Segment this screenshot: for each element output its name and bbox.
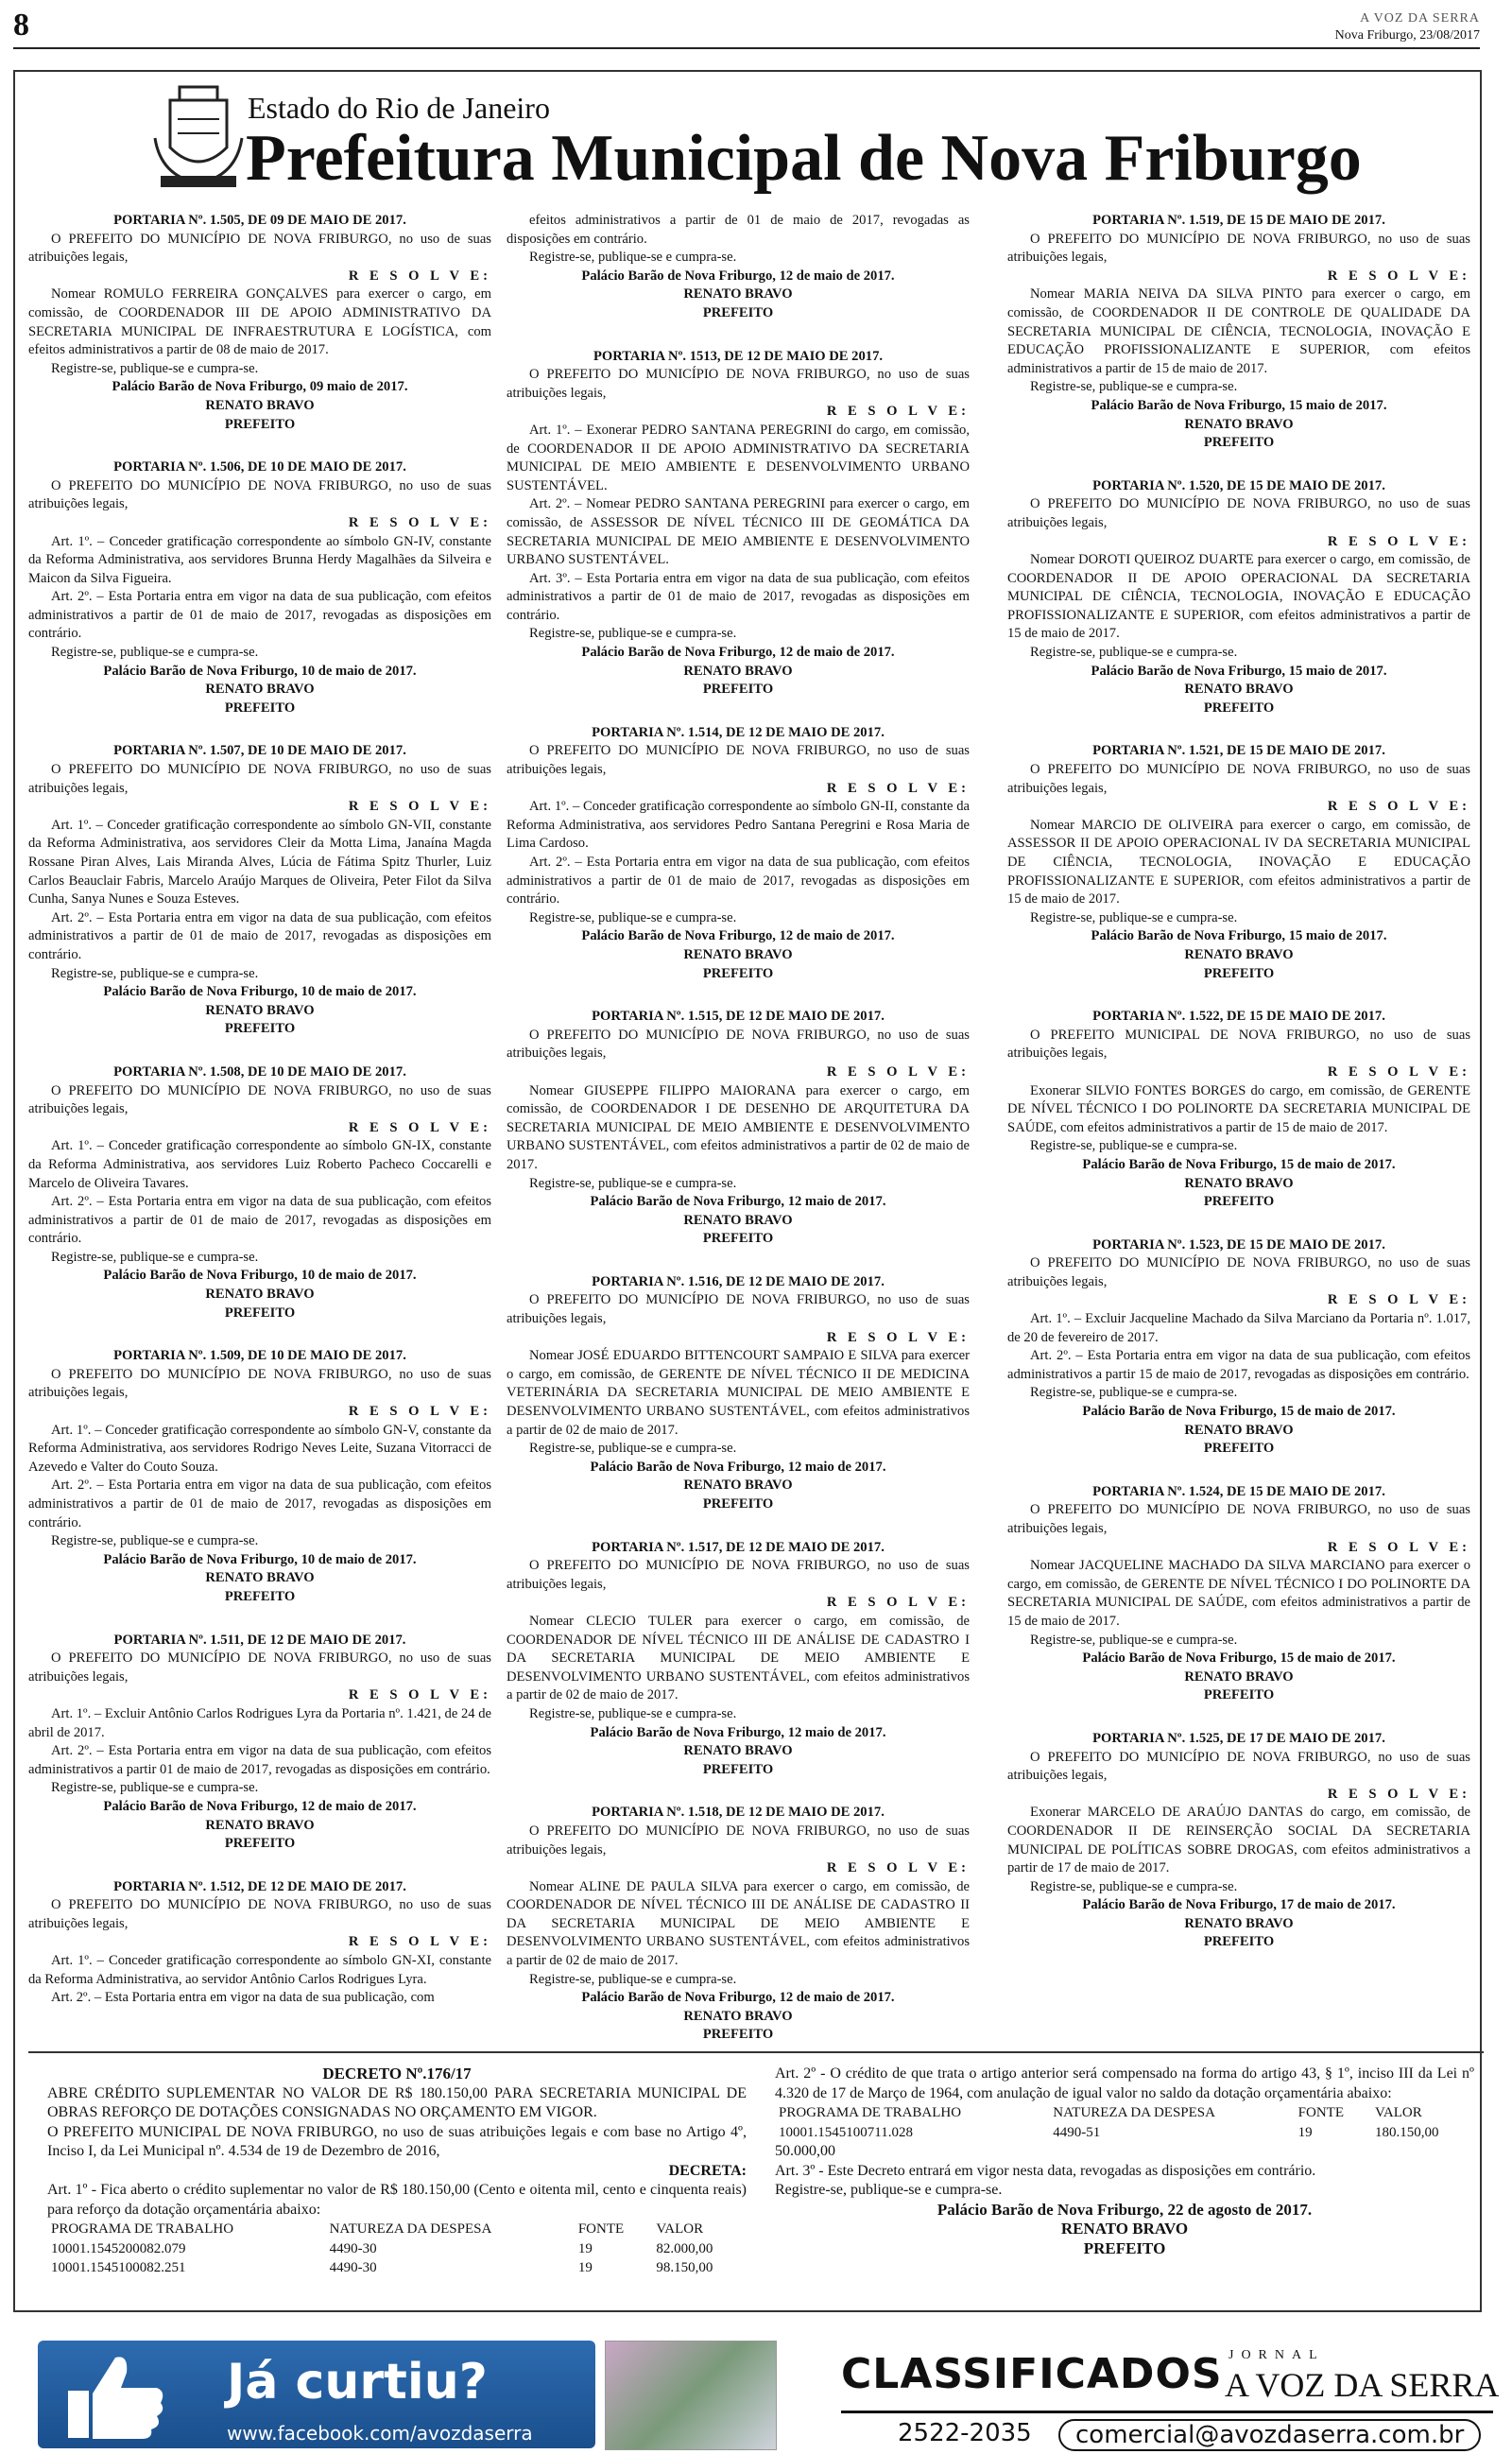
signing-place: Palácio Barão de Nova Friburgo, 15 de maio de 2017. <box>1082 1650 1396 1667</box>
portaria-item <box>28 1878 491 2008</box>
signing-place: Palácio Barão de Nova Friburgo, 10 de maio de 2017. <box>103 984 417 1000</box>
signer-name: RENATO BRAVO <box>205 1570 315 1586</box>
portaria-intro: O PREFEITO DO MUNICÍPIO DE NOVA FRIBURGO, no uso de suas atribuições legais, <box>1007 231 1470 266</box>
portaria-intro: O PREFEITO DO MUNICÍPIO DE NOVA FRIBURGO, no uso de suas atribuições legais, <box>28 1366 491 1401</box>
portaria-title: PORTARIA Nº. 1.524, DE 15 DE MAIO DE 2017. <box>1092 1483 1385 1499</box>
portaria-paragraph: Registre-se, publique-se e cumpra-se. <box>1030 1632 1238 1648</box>
header-fonte: FONTE <box>1297 2105 1344 2120</box>
portaria-item <box>28 742 491 1039</box>
portaria-title: PORTARIA Nº. 1.512, DE 12 DE MAIO DE 2017. <box>113 1878 406 1894</box>
signer-role: PREFEITO <box>702 2027 774 2043</box>
classificados-contact <box>841 2411 1493 2451</box>
signer-role: PREFEITO <box>1203 965 1275 981</box>
resolve-label: R E S O L V E: <box>348 799 491 815</box>
signer-role: PREFEITO <box>1203 1441 1275 1457</box>
portaria-paragraph: Art. 2º. – Esta Portaria entra em vigor na data de sua publicação, com efeitos administrativos a partir de 01 de maio de 2017, revogadas as disposições em contrário. <box>28 589 491 642</box>
portaria-title: PORTARIA Nº. 1.522, DE 15 DE MAIO DE 2017. <box>1092 1009 1385 1025</box>
newspaper-brand: A VOZ DA SERRA <box>1360 11 1480 26</box>
portaria-item <box>28 1063 491 1322</box>
portaria-intro: O PREFEITO DO MUNICÍPIO DE NOVA FRIBURGO, no uso de suas atribuições legais, <box>507 1558 970 1592</box>
resolve-label: R E S O L V E: <box>826 404 970 420</box>
signer-name: RENATO BRAVO <box>205 1002 315 1018</box>
decreto-intro: O PREFEITO MUNICIPAL DE NOVA FRIBURGO, no uso de suas atribuições legais e com base no Artigo 4º, Inciso I, da Lei Municipal nº. 4.534 de 19 de Dezembro de 2016, <box>47 2123 747 2159</box>
portaria-paragraph: Art. 1º. – Exonerar PEDRO SANTANA PEREGRINI do cargo, em comissão, de COORDENADOR II DE APOIO ADMINISTRATIVO DA SECRETARIA MUNICIPAL DE MEIO AMBIENTE E DESENVOLVIMENTO URBANO SUSTENTÁVEL. <box>507 422 970 493</box>
portaria-title: PORTARIA Nº. 1.515, DE 12 DE MAIO DE 2017. <box>592 1009 885 1025</box>
signer-role: PREFEITO <box>702 1761 774 1777</box>
facebook-ad[interactable] <box>38 2341 595 2448</box>
resolve-label: R E S O L V E: <box>1327 533 1470 549</box>
portaria-intro: O PREFEITO DO MUNICÍPIO DE NOVA FRIBURGO, no uso de suas atribuições legais, <box>28 1897 491 1931</box>
phone-number[interactable]: 2522-2035 <box>898 2419 1032 2447</box>
portaria-paragraph: Nomear JACQUELINE MACHADO DA SILVA MARCIANO para exercer o cargo, em comissão, de GERENTE DE NÍVEL TÉCNICO I DO POLINORTE DA SECRETARIA MUNICIPAL DE SAÚDE, com efeitos administrativos a partir de 15 de maio de 2017. <box>1007 1558 1470 1629</box>
portaria-paragraph: Art. 3º. – Esta Portaria entra em vigor na data de sua publicação, com efeitos administrativos a partir de 01 de maio de 2017, revogadas as disposições em contrário. <box>507 570 970 623</box>
header-valor: VALOR <box>656 2221 704 2237</box>
decreto-right <box>775 2065 1474 2258</box>
portaria-intro: O PREFEITO DO MUNICÍPIO DE NOVA FRIBURGO, no uso de suas atribuições legais, <box>507 1292 970 1327</box>
resolve-label: R E S O L V E: <box>1327 1292 1470 1308</box>
portaria-title: PORTARIA Nº. 1.516, DE 12 DE MAIO DE 2017. <box>592 1273 885 1289</box>
portaria-paragraph: Nomear MARIA NEIVA DA SILVA PINTO para exercer o cargo, em comissão, de COORDENADOR II DE CONTROLE DE QUALIDADE DA SECRETARIA MUNICIPAL DE CIÊNCIA, TECNOLOGIA, INOVAÇÃO E EDUCAÇÃO PROFISSIONALIZANTE E SUPERIOR, com efeitos administrativos a partir de 15 de maio de 2017. <box>1007 286 1470 376</box>
portaria-paragraph: Registre-se, publique-se e cumpra-se. <box>51 645 259 661</box>
portarias-columns <box>28 212 1484 2043</box>
portaria-item <box>507 1804 970 2045</box>
signer-role: PREFEITO <box>224 1588 296 1604</box>
signer-name: RENATO BRAVO <box>683 663 793 679</box>
header-natureza: NATUREZA DA DESPESA <box>1053 2105 1215 2120</box>
cell: 98.150,00 <box>656 2260 713 2275</box>
portaria-paragraph: Art. 2º. – Esta Portaria entra em vigor na data de sua publicação, com efeitos administrativos a partir de 01 de maio de 2017, revogadas as disposições em contrário. <box>507 855 970 907</box>
portaria-paragraph: Registre-se, publique-se e cumpra-se. <box>51 1780 259 1796</box>
resolve-label: R E S O L V E: <box>348 1687 491 1703</box>
header-natureza: NATUREZA DA DESPESA <box>329 2221 492 2237</box>
signing-place: Palácio Barão de Nova Friburgo, 10 de maio de 2017. <box>103 663 417 679</box>
page-header <box>13 8 1480 49</box>
jornal-label: JORNAL <box>1228 2348 1325 2362</box>
classificados-title: CLASSIFICADOS <box>841 2350 1223 2398</box>
header-valor: VALOR <box>1374 2105 1422 2120</box>
portaria-item <box>28 212 491 434</box>
portaria-item <box>507 1273 970 1514</box>
portaria-item <box>28 458 491 717</box>
column-1 <box>28 212 491 2032</box>
resolve-label: R E S O L V E: <box>1327 268 1470 284</box>
portaria-item <box>507 212 970 323</box>
portaria-intro: O PREFEITO MUNICIPAL DE NOVA FRIBURGO, no uso de suas atribuições legais, <box>1007 1027 1470 1062</box>
avoz-logo-text: A VOZ DA SERRA <box>1225 2366 1500 2404</box>
portaria-intro: O PREFEITO DO MUNICÍPIO DE NOVA FRIBURGO, no uso de suas atribuições legais, <box>507 743 970 778</box>
cell: 82.000,00 <box>656 2240 713 2256</box>
signer-name: RENATO BRAVO <box>683 286 793 302</box>
ads-band <box>0 2335 1512 2454</box>
signer-name: RENATO BRAVO <box>1184 416 1294 432</box>
signer-role: PREFEITO <box>702 1231 774 1247</box>
signer-name: RENATO BRAVO <box>1184 1915 1294 1931</box>
prefeitura-header <box>142 81 1370 195</box>
tree-photo <box>605 2341 777 2450</box>
portaria-intro: O PREFEITO DO MUNICÍPIO DE NOVA FRIBURGO, no uso de suas atribuições legais, <box>28 762 491 796</box>
portaria-item <box>1007 1730 1470 1952</box>
portaria-paragraph: Art. 1º. – Excluir Jacqueline Machado da Silva Marciano da Portaria nº. 1.017, de 20 de fevereiro de 2017. <box>1007 1311 1470 1345</box>
signer-role: PREFEITO <box>224 1021 296 1037</box>
portaria-paragraph: Registre-se, publique-se e cumpra-se. <box>529 1971 737 1987</box>
decreto-signer: RENATO BRAVO <box>1060 2220 1189 2238</box>
signer-role: PREFEITO <box>702 965 774 981</box>
resolve-label: R E S O L V E: <box>348 1934 491 1950</box>
signer-name: RENATO BRAVO <box>1184 1668 1294 1685</box>
signing-place: Palácio Barão de Nova Friburgo, 12 de maio de 2017. <box>581 268 895 284</box>
portaria-intro: O PREFEITO DO MUNICÍPIO DE NOVA FRIBURGO, no uso de suas atribuições legais, <box>507 1027 970 1062</box>
signer-name: RENATO BRAVO <box>683 2008 793 2024</box>
portaria-title: PORTARIA Nº. 1.525, DE 17 DE MAIO DE 2017. <box>1092 1730 1385 1746</box>
table-row <box>47 2258 747 2278</box>
portaria-intro: O PREFEITO DO MUNICÍPIO DE NOVA FRIBURGO, no uso de suas atribuições legais, <box>1007 762 1470 796</box>
portaria-paragraph: Exonerar SILVIO FONTES BORGES do cargo, em comissão, de GERENTE DE NÍVEL TÉCNICO I DO POLINORTE DA SECRETARIA MUNICIPAL DE SAÚDE, com efeitos administrativos a partir de 15 de maio de 2017. <box>1007 1082 1470 1135</box>
signing-place: Palácio Barão de Nova Friburgo, 12 de maio de 2017. <box>581 928 895 944</box>
facebook-url-link[interactable]: www.facebook.com/avozdaserra <box>227 2422 533 2445</box>
signer-name: RENATO BRAVO <box>683 1212 793 1228</box>
column-3 <box>1007 212 1470 1977</box>
state-name: Estado do Rio de Janeiro <box>248 91 550 125</box>
signer-role: PREFEITO <box>1203 1687 1275 1703</box>
signing-place: Palácio Barão de Nova Friburgo, 12 de maio de 2017. <box>581 645 895 661</box>
signer-name: RENATO BRAVO <box>1184 682 1294 698</box>
portaria-title: PORTARIA Nº. 1.519, DE 15 DE MAIO DE 2017. <box>1092 213 1385 228</box>
portaria-item <box>1007 1236 1470 1459</box>
table-row <box>47 2239 747 2259</box>
portaria-intro: O PREFEITO DO MUNICÍPIO DE NOVA FRIBURGO, no uso de suas atribuições legais, <box>507 367 970 401</box>
cell: 19 <box>1297 2124 1313 2140</box>
edition-date: Nova Friburgo, 23/08/2017 <box>1334 28 1480 43</box>
resolve-label: R E S O L V E: <box>1327 1786 1470 1802</box>
portaria-item <box>1007 212 1470 453</box>
portaria-title: PORTARIA Nº. 1.521, DE 15 DE MAIO DE 2017. <box>1092 743 1385 759</box>
portaria-paragraph: Art. 2º. – Esta Portaria entra em vigor na data de sua publicação, com efeitos administrativos a partir de 01 de maio de 2017, revogadas as disposições em contrário. <box>28 1478 491 1530</box>
portaria-paragraph: Registre-se, publique-se e cumpra-se. <box>1030 909 1238 925</box>
decreto-role: PREFEITO <box>1083 2238 1166 2257</box>
signer-name: RENATO BRAVO <box>683 1743 793 1759</box>
signing-place: Palácio Barão de Nova Friburgo, 09 maio de 2017. <box>112 379 408 395</box>
decreto-section <box>28 2051 1484 2308</box>
signer-role: PREFEITO <box>702 1496 774 1512</box>
portaria-title: PORTARIA Nº. 1.507, DE 10 DE MAIO DE 2017. <box>113 743 406 759</box>
budget-table-1 <box>47 2220 747 2278</box>
portaria-paragraph: Registre-se, publique-se e cumpra-se. <box>51 360 259 376</box>
signer-role: PREFEITO <box>224 416 296 432</box>
signing-place: Palácio Barão de Nova Friburgo, 12 maio de 2017. <box>590 1459 886 1475</box>
portaria-title: PORTARIA Nº. 1.508, DE 10 DE MAIO DE 2017. <box>113 1063 406 1080</box>
portaria-title: PORTARIA Nº. 1.523, DE 15 DE MAIO DE 2017. <box>1092 1236 1385 1253</box>
portaria-item <box>507 348 970 700</box>
portaria-item <box>1007 742 1470 983</box>
decreto-place: Palácio Barão de Nova Friburgo, 22 de agosto de 2017. <box>936 2200 1313 2219</box>
portaria-title: PORTARIA Nº. 1.506, DE 10 DE MAIO DE 2017. <box>113 459 406 475</box>
cell: 19 <box>577 2240 593 2256</box>
portaria-intro: O PREFEITO DO MUNICÍPIO DE NOVA FRIBURGO, no uso de suas atribuições legais, <box>28 1650 491 1685</box>
portaria-paragraph: Registre-se, publique-se e cumpra-se. <box>529 250 737 266</box>
portaria-title: PORTARIA Nº. 1.514, DE 12 DE MAIO DE 2017. <box>592 724 885 740</box>
signer-role: PREFEITO <box>1203 1194 1275 1210</box>
table-row <box>775 2123 1474 2143</box>
signing-place: Palácio Barão de Nova Friburgo, 15 maio de 2017. <box>1091 663 1387 679</box>
signing-place: Palácio Barão de Nova Friburgo, 15 maio de 2017. <box>1091 397 1387 413</box>
portaria-intro: O PREFEITO DO MUNICÍPIO DE NOVA FRIBURGO, no uso de suas atribuições legais, <box>28 477 491 512</box>
resolve-label: R E S O L V E: <box>1327 799 1470 815</box>
signing-place: Palácio Barão de Nova Friburgo, 15 de maio de 2017. <box>1082 1404 1396 1420</box>
portaria-paragraph: Registre-se, publique-se e cumpra-se. <box>529 1441 737 1457</box>
signer-name: RENATO BRAVO <box>683 946 793 962</box>
portaria-title: PORTARIA Nº. 1.509, DE 10 DE MAIO DE 2017. <box>113 1348 406 1364</box>
signer-role: PREFEITO <box>1203 435 1275 451</box>
resolve-label: R E S O L V E: <box>348 1119 491 1135</box>
cell: 10001.1545100711.028 <box>779 2124 913 2140</box>
prefeitura-title: Prefeitura Municipal de Nova Friburgo <box>246 122 1362 195</box>
decreto-registre: Registre-se, publique-se e cumpra-se. <box>775 2182 1003 2198</box>
signer-role: PREFEITO <box>1203 1934 1275 1950</box>
decreto-title: DECRETO Nº.176/17 <box>322 2065 472 2082</box>
page-number: 8 <box>13 8 29 43</box>
cell: 10001.1545100082.251 <box>51 2260 186 2275</box>
portaria-title: PORTARIA Nº. 1.517, DE 12 DE MAIO DE 2017. <box>592 1539 885 1555</box>
cell: 4490-51 <box>1053 2124 1101 2140</box>
portaria-paragraph: Registre-se, publique-se e cumpra-se. <box>529 626 737 642</box>
portaria-intro: O PREFEITO DO MUNICÍPIO DE NOVA FRIBURGO, no uso de suas atribuições legais, <box>1007 1749 1470 1784</box>
cell: 10001.1545200082.079 <box>51 2240 186 2256</box>
signer-role: PREFEITO <box>702 682 774 698</box>
decreto-left <box>47 2065 747 2278</box>
portaria-intro: O PREFEITO DO MUNICÍPIO DE NOVA FRIBURGO, no uso de suas atribuições legais, <box>507 1823 970 1858</box>
column-2 <box>507 212 970 2069</box>
portaria-title: PORTARIA Nº. 1.520, DE 15 DE MAIO DE 2017. <box>1092 477 1385 493</box>
portaria-paragraph: Art. 1º. – Conceder gratificação correspondente ao símbolo GN-XI, constante da Reforma Administrativa, ao servidor Antônio Carlos Rodrigues Lyra. <box>28 1953 491 1987</box>
decreto-art2: Art. 2º - O crédito de que trata o artigo anterior será compensado na forma do artigo 43, § 1º, inciso III da Lei nº 4.320 de 17 de Março de 1964, com anulação de igual valor no saldo da dotação orçamentária abaixo: <box>775 2065 1474 2101</box>
portaria-item <box>28 1632 491 1854</box>
portaria-paragraph: Exonerar MARCELO DE ARAÚJO DANTAS do cargo, em comissão, de COORDENADOR II DE REINSERÇÃO SOCIAL DA SECRETARIA MUNICIPAL DE POLÍTICAS SOBRE DROGAS, com efeitos administrativos a partir de 17 de maio de 2017. <box>1007 1805 1470 1876</box>
coat-of-arms-icon <box>142 81 255 195</box>
signer-name: RENATO BRAVO <box>1184 1422 1294 1438</box>
portaria-paragraph: Art. 1º. – Conceder gratificação correspondente ao símbolo GN-IX, constante da Reforma Administrativa, aos servidores Luiz Roberto Pacheco Coccarelli e Marcelo de Oliveira Tavares. <box>28 1138 491 1191</box>
signer-role: PREFEITO <box>1203 700 1275 716</box>
signer-role: PREFEITO <box>224 700 296 716</box>
portaria-intro: O PREFEITO DO MUNICÍPIO DE NOVA FRIBURGO, no uso de suas atribuições legais, <box>28 231 491 266</box>
signer-name: RENATO BRAVO <box>205 1817 315 1833</box>
signer-name: RENATO BRAVO <box>683 1478 793 1494</box>
portaria-item <box>1007 1008 1470 1212</box>
portaria-paragraph: Nomear JOSÉ EDUARDO BITTENCOURT SAMPAIO E SILVA para exercer o cargo, em comissão, de GERENTE DE NÍVEL TÉCNICO II DE MEDICINA VETERINÁRIA DA SECRETARIA MUNICIPAL DE MEIO AMBIENTE E DESENVOLVIMENTO URBANO SUSTENTÁVEL, com efeitos administrativos a partir de 02 de maio de 2017. <box>507 1348 970 1438</box>
signing-place: Palácio Barão de Nova Friburgo, 15 de maio de 2017. <box>1082 1156 1396 1172</box>
portaria-title: PORTARIA Nº. 1.505, DE 09 DE MAIO DE 2017. <box>113 213 406 228</box>
portaria-paragraph: Registre-se, publique-se e cumpra-se. <box>1030 1878 1238 1894</box>
resolve-label: R E S O L V E: <box>1327 1539 1470 1555</box>
portaria-title: PORTARIA Nº. 1.518, DE 12 DE MAIO DE 2017. <box>592 1805 885 1821</box>
thumbs-up-icon <box>59 2348 172 2443</box>
portaria-intro: O PREFEITO DO MUNICÍPIO DE NOVA FRIBURGO, no uso de suas atribuições legais, <box>1007 1502 1470 1536</box>
portaria-paragraph: Nomear CLECIO TULER para exercer o cargo, em comissão, de COORDENADOR DE NÍVEL TÉCNICO III DE ANÁLISE DE CADASTRO I DA SECRETARIA MUNICIPAL DE MEIO AMBIENTE E DESENVOLVIMENTO URBANO SUSTENTÁVEL, com efeitos administrativos a partir de 02 de maio de 2017. <box>507 1613 970 1703</box>
resolve-label: R E S O L V E: <box>348 1404 491 1420</box>
signer-role: PREFEITO <box>224 1305 296 1321</box>
budget-table-2 <box>775 2103 1474 2142</box>
portaria-intro: O PREFEITO DO MUNICÍPIO DE NOVA FRIBURGO, no uso de suas atribuições legais, <box>28 1082 491 1117</box>
portaria-item <box>1007 1483 1470 1705</box>
resolve-label: R E S O L V E: <box>826 780 970 796</box>
portaria-item <box>28 1347 491 1606</box>
portaria-paragraph: Art. 1º. – Conceder gratificação correspondente ao símbolo GN-II, constante da Reforma Administrativa, aos servidores Pedro Santana Peregrini e Rosa Maria de Lima Cardoso. <box>507 799 970 852</box>
signer-name: RENATO BRAVO <box>205 397 315 413</box>
resolve-label: R E S O L V E: <box>826 1329 970 1345</box>
signer-name: RENATO BRAVO <box>1184 946 1294 962</box>
resolve-label: R E S O L V E: <box>348 514 491 530</box>
signing-place: Palácio Barão de Nova Friburgo, 12 maio de 2017. <box>590 1194 886 1210</box>
resolve-label: R E S O L V E: <box>1327 1063 1470 1080</box>
resolve-label: R E S O L V E: <box>826 1063 970 1080</box>
portaria-paragraph: Nomear DOROTI QUEIROZ DUARTE para exercer o cargo, em comissão, de COORDENADOR II DE APOIO OPERACIONAL DA SECRETARIA MUNICIPAL DE CIÊNCIA, TECNOLOGIA, INOVAÇÃO E EDUCAÇÃO PROFISSIONALIZANTE E SUPERIOR, com efeitos administrativos a partir de 15 de maio de 2017. <box>1007 552 1470 642</box>
signing-place: Palácio Barão de Nova Friburgo, 12 maio de 2017. <box>590 1724 886 1740</box>
portaria-paragraph: Nomear ROMULO FERREIRA GONÇALVES para exercer o cargo, em comissão, de COORDENADOR III DE APOIO ADMINISTRATIVO DA SECRETARIA MUNICIPAL DE INFRAESTRUTURA E LOGÍSTICA, com efeitos administrativos a partir de 08 de maio de 2017. <box>28 286 491 358</box>
portaria-paragraph: Art. 1º. – Conceder gratificação correspondente ao símbolo GN-IV, constante da Reforma Administrativa, aos servidores Brunna Herdy Magalhães da Silveira e Maicon da Silva Figueira. <box>28 533 491 586</box>
signing-place: Palácio Barão de Nova Friburgo, 10 de maio de 2017. <box>103 1551 417 1567</box>
resolve-label: R E S O L V E: <box>826 1595 970 1611</box>
portaria-paragraph: Art. 1º. – Excluir Antônio Carlos Rodrigues Lyra da Portaria nº. 1.421, de 24 de abril de 2017. <box>28 1705 491 1740</box>
signing-place: Palácio Barão de Nova Friburgo, 12 de maio de 2017. <box>103 1798 417 1814</box>
signer-name: RENATO BRAVO <box>1184 1175 1294 1191</box>
portaria-item <box>507 724 970 983</box>
portaria-paragraph: Art. 2º. – Esta Portaria entra em vigor na data de sua publicação, com <box>51 1990 435 2006</box>
portaria-paragraph: Art. 2º. – Nomear PEDRO SANTANA PEREGRINI para exercer o cargo, em comissão, de ASSESSOR DE NÍVEL TÉCNICO III DE GEOMÁTICA DA SECRETARIA MUNICIPAL DE MEIO AMBIENTE E DESENVOLVIMENTO URBANO SUSTENTÁVEL. <box>507 496 970 568</box>
portaria-paragraph: Art. 2º. – Esta Portaria entra em vigor na data de sua publicação, com efeitos administrativos a partir de 01 de maio de 2017, revogadas as disposições em contrário. <box>28 1194 491 1247</box>
header-programa: PROGRAMA DE TRABALHO <box>51 2221 234 2237</box>
portaria-paragraph: Art. 2º. – Esta Portaria entra em vigor na data de sua publicação, com efeitos administrativos a partir 01 de maio de 2017, revogadas as disposições em contrário. <box>28 1743 491 1777</box>
portaria-paragraph: Art. 2º. – Esta Portaria entra em vigor na data de sua publicação, com efeitos administrativos a partir 15 de maio de 2017, revogadas as disposições em contrário. <box>1007 1348 1470 1382</box>
cell: 19 <box>577 2260 593 2275</box>
portaria-item <box>507 1008 970 1249</box>
signing-place: Palácio Barão de Nova Friburgo, 10 de maio de 2017. <box>103 1268 417 1284</box>
portaria-paragraph: Registre-se, publique-se e cumpra-se. <box>51 1249 259 1265</box>
decreto-art1: Art. 1º - Fica aberto o crédito suplementar no valor de R$ 180.150,00 (Cento e oitenta mil, cento e cinquenta reais) para reforço da dotação orçamentária abaixo: <box>47 2182 747 2218</box>
signer-name: RENATO BRAVO <box>205 1287 315 1303</box>
signer-role: PREFEITO <box>702 304 774 320</box>
portaria-title: PORTARIA Nº. 1.511, DE 12 DE MAIO DE 2017. <box>113 1632 406 1648</box>
portaria-paragraph: Registre-se, publique-se e cumpra-se. <box>1030 379 1238 395</box>
portaria-paragraph: Registre-se, publique-se e cumpra-se. <box>1030 1138 1238 1154</box>
portaria-paragraph: Registre-se, publique-se e cumpra-se. <box>51 1533 259 1549</box>
decreta-label: DECRETA: <box>668 2162 747 2179</box>
portaria-paragraph: Registre-se, publique-se e cumpra-se. <box>529 1175 737 1191</box>
signing-place: Palácio Barão de Nova Friburgo, 17 de maio de 2017. <box>1082 1897 1396 1913</box>
portaria-paragraph: Art. 1º. – Conceder gratificação correspondente ao símbolo GN-V, constante da Reforma Administrativa, aos servidores Rodrigo Neves Leite, Suzana Vitorracci de Azevedo e Valter do Couto Souza. <box>28 1422 491 1475</box>
cell: 4490-30 <box>329 2240 377 2256</box>
portaria-paragraph: Art. 2º. – Esta Portaria entra em vigor na data de sua publicação, com efeitos administrativos a partir de 01 de maio de 2017, revogadas as disposições em contrário. <box>28 909 491 962</box>
portaria-paragraph: Registre-se, publique-se e cumpra-se. <box>529 909 737 925</box>
portaria-paragraph: Registre-se, publique-se e cumpra-se. <box>1030 1385 1238 1401</box>
cell: 180.150,00 <box>1374 2124 1439 2140</box>
resolve-label: R E S O L V E: <box>826 1860 970 1876</box>
signing-place: Palácio Barão de Nova Friburgo, 15 maio de 2017. <box>1091 928 1387 944</box>
portaria-paragraph: efeitos administrativos a partir de 01 de maio de 2017, revogadas as disposições em contrário. <box>507 213 970 247</box>
portaria-intro: O PREFEITO DO MUNICÍPIO DE NOVA FRIBURGO, no uso de suas atribuições legais, <box>1007 1255 1470 1289</box>
portaria-item <box>1007 477 1470 718</box>
decreto-extra-value: 50.000,00 <box>775 2143 835 2159</box>
portaria-paragraph: Registre-se, publique-se e cumpra-se. <box>1030 645 1238 661</box>
portaria-paragraph: Nomear ALINE DE PAULA SILVA para exercer o cargo, em comissão, de COORDENADOR DE NÍVEL TÉCNICO III DE ANÁLISE DE CADASTRO II DA SECRETARIA MUNICIPAL DE MEIO AMBIENTE E DESENVOLVIMENTO URBANO SUSTENTÁVEL, com efeitos administrativos a partir de 02 de maio de 2017. <box>507 1878 970 1969</box>
signer-name: RENATO BRAVO <box>205 682 315 698</box>
portaria-paragraph: Registre-se, publique-se e cumpra-se. <box>529 1705 737 1721</box>
header-fonte: FONTE <box>577 2221 625 2237</box>
portaria-title: PORTARIA Nº. 1513, DE 12 DE MAIO DE 2017. <box>593 348 884 364</box>
portaria-paragraph: Art. 1º. – Conceder gratificação correspondente ao símbolo GN-VII, constante da Reforma Administrativa, aos servidores Cleir da Motta Lima, Janaína Magda Rossane Piran Alves, Lais Miranda Alves, Lúcia de Fátima Spitz Thurler, Luiz Carlos Beauclair Fabris, Marcelo Araújo Marques de Oliveira, Peter Filot da Silva Cunha, Sanya Nunes e Souza Esteves. <box>28 817 491 907</box>
portaria-intro: O PREFEITO DO MUNICÍPIO DE NOVA FRIBURGO, no uso de suas atribuições legais, <box>1007 496 1470 530</box>
header-programa: PROGRAMA DE TRABALHO <box>779 2105 962 2120</box>
portaria-paragraph: Nomear MARCIO DE OLIVEIRA para exercer o cargo, em comissão, de ASSESSOR II DE APOIO OPERACIONAL IV DA SECRETARIA MUNICIPAL DE CIÊNCIA, TECNOLOGIA, INOVAÇÃO E EDUCAÇÃO PROFISSIONALIZANTE E SUPERIOR, com efeitos administrativos a partir de 15 de maio de 2017. <box>1007 817 1470 907</box>
cell: 4490-30 <box>329 2260 377 2275</box>
portaria-item <box>507 1539 970 1780</box>
decreto-ementa: ABRE CRÉDITO SUPLEMENTAR NO VALOR DE R$ 180.150,00 PARA SECRETARIA MUNICIPAL DE OBRAS REFORÇO DE DOTAÇÕES CONSIGNADAS NO ORÇAMENTO EM VIGOR. <box>47 2084 747 2120</box>
like-headline: Já curtiu? <box>227 2354 488 2411</box>
signer-role: PREFEITO <box>224 1836 296 1852</box>
resolve-label: R E S O L V E: <box>348 268 491 284</box>
portaria-paragraph: Registre-se, publique-se e cumpra-se. <box>51 965 259 981</box>
signing-place: Palácio Barão de Nova Friburgo, 12 de maio de 2017. <box>581 1990 895 2006</box>
decreto-art3: Art. 3º - Este Decreto entrará em vigor nesta data, revogadas as disposições em contrário. <box>775 2162 1316 2179</box>
portaria-paragraph: Nomear GIUSEPPE FILIPPO MAIORANA para exercer o cargo, em comissão, de COORDENADOR I DE DESENHO DE ARQUITETURA DA SECRETARIA MUNICIPAL DE MEIO AMBIENTE E DESENVOLVIMENTO URBANO SUSTENTÁVEL, com efeitos administrativos a partir de 02 de maio de 2017. <box>507 1082 970 1172</box>
email-link[interactable]: comercial@avozdaserra.com.br <box>1058 2419 1481 2451</box>
